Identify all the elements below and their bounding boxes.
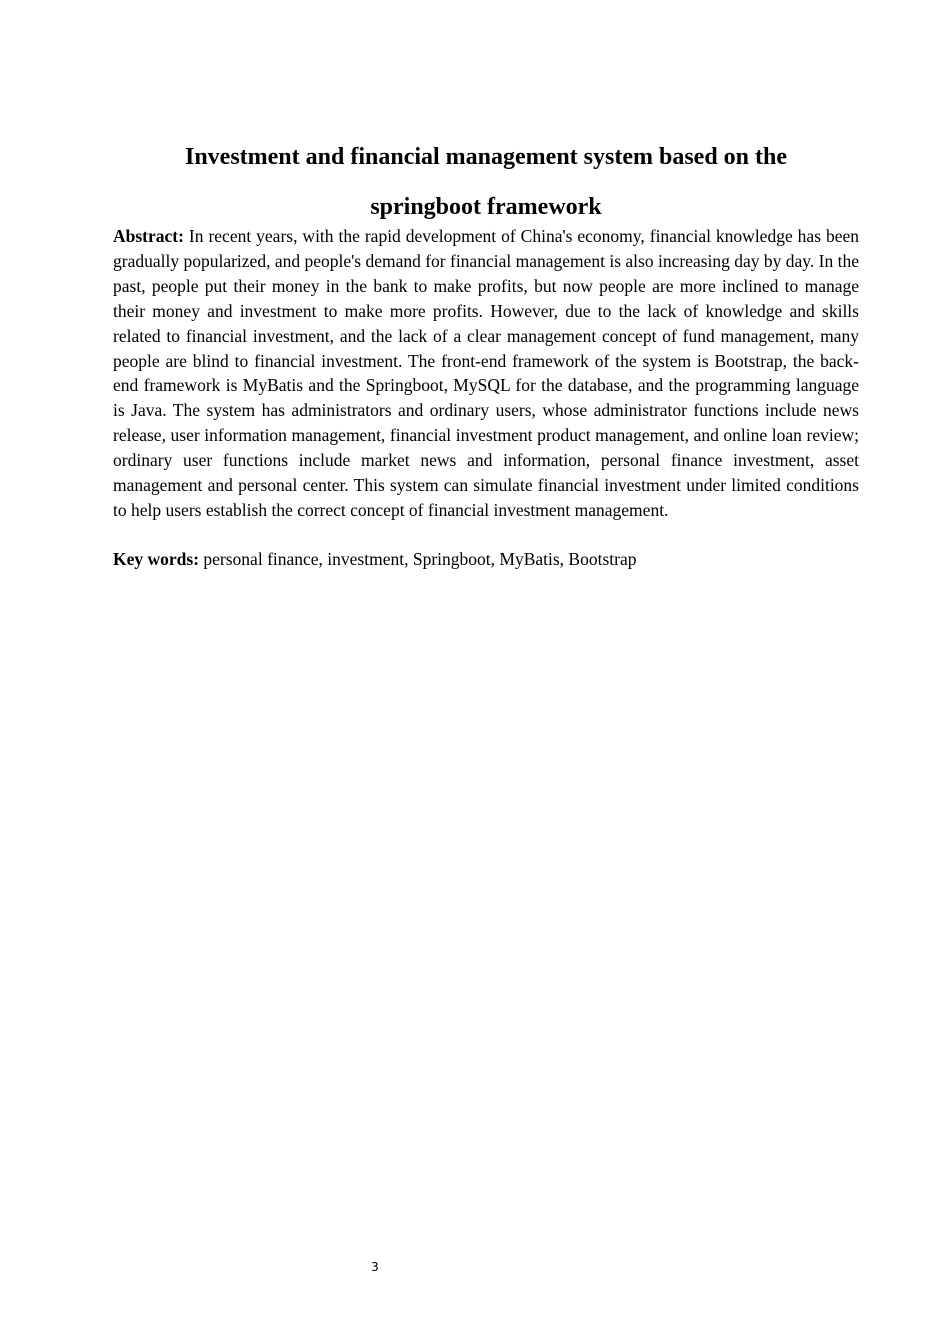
abstract-text: In recent years, with the rapid development of China's economy, financial knowledge has been gradually popularized, and people's demand for financial management is also increasing day by day. In the past, people put their money in the bank to make profits, but now people are more inclined to manage their money and investment to make more profits. However, due to the lack of knowledge and skills related to financial investment, and the lack of a clear management concept of fund management, many people are blind to financial investment. The front-end framework of the system is Bootstrap, the back-end framework is MyBatis and the Springboot, MySQL for the database, and the programming language is Java. The system has administrators and ordinary users, whose administrator functions include news release, user information management, financial investment product management, and online loan review; ordinary user functions include market news and information, personal finance investment, asset management and personal center. This system can simulate financial investment under limited conditions to help users establish the correct concept of financial investment management. xyxy=(113,226,860,520)
title-line-2: springboot framework xyxy=(370,194,602,220)
keywords-label: Key words: xyxy=(113,549,200,569)
keywords-paragraph xyxy=(113,547,859,572)
abstract-paragraph xyxy=(113,224,859,523)
keywords-text: personal finance, investment, Springboot, MyBatis, Bootstrap xyxy=(203,549,637,569)
page-title xyxy=(113,132,859,232)
page-number: 3 xyxy=(371,1260,379,1274)
abstract-label: Abstract: xyxy=(113,226,184,246)
title-line-1: Investment and financial management system based on the xyxy=(184,144,787,170)
